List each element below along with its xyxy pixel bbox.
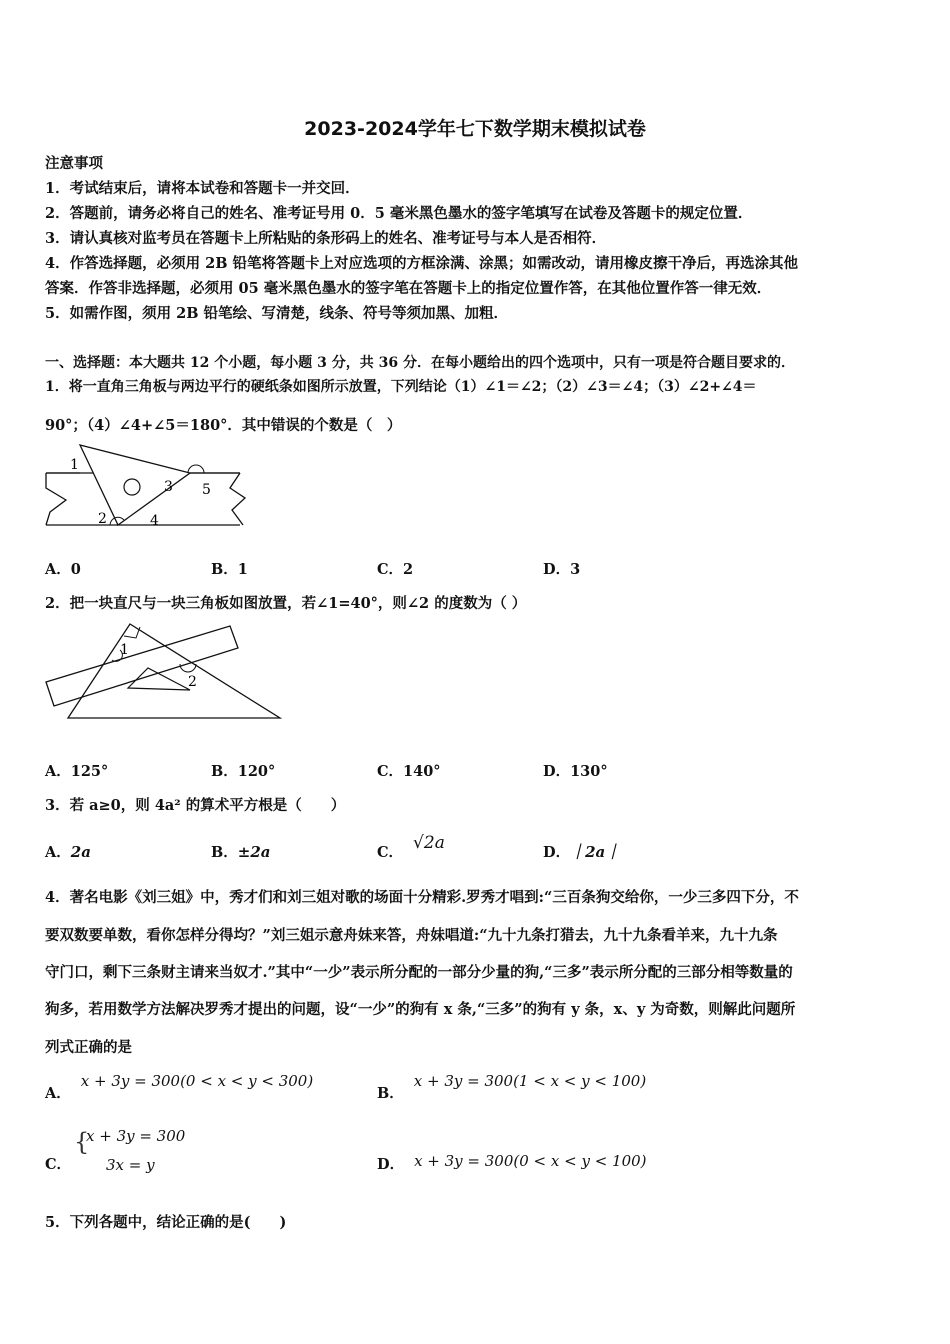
option-label: C． bbox=[377, 844, 404, 861]
option-value: √2a bbox=[413, 833, 445, 853]
q4-option-a bbox=[45, 1070, 314, 1102]
q1-figure bbox=[40, 440, 250, 535]
option-label: A． bbox=[45, 1085, 71, 1102]
page-title: 2023-2024学年七下数学期末模拟试卷 bbox=[304, 118, 646, 140]
notice-item: 2．答题前，请务必将自己的姓名、准考证号用 0．5 毫米黑色墨水的签字笔填写在试卷及答题卡的规定位置． bbox=[45, 205, 753, 222]
option-value: ±2a bbox=[237, 843, 271, 861]
q4-line: 狗多，若用数学方法解决罗秀才提出的问题，设“一少”的狗有 x 条,“三多”的狗有 y 条，x、y 为奇数，则解此问题所 bbox=[45, 1001, 796, 1018]
q2-text: 2．把一块直尺与一块三角板如图放置，若∠1=40°，则∠2 的度数为（ ） bbox=[45, 595, 527, 612]
option-value: 2a bbox=[70, 843, 91, 861]
q1-option-b: B．1 bbox=[211, 561, 248, 578]
fig-label: 4 bbox=[150, 513, 159, 529]
notice-item: 4．作答选择题，必须用 2B 铅笔将答题卡上对应选项的方框涂满、涂黑；如需改动，请用橡皮擦干净后，再选涂其他 bbox=[45, 255, 799, 272]
option-value: x + 3y = 300(0 < x < y < 300) bbox=[80, 1072, 314, 1090]
q4-line: 列式正确的是 bbox=[45, 1039, 132, 1056]
q2-option-d: D．130° bbox=[543, 763, 608, 780]
fig-label: 1 bbox=[120, 642, 129, 658]
notice-heading: 注意事项 bbox=[45, 155, 103, 172]
fig-label: 1 bbox=[70, 457, 79, 473]
option-label: B． bbox=[211, 844, 238, 861]
q2-figure bbox=[40, 618, 290, 728]
fig-label: 2 bbox=[98, 511, 107, 527]
section-heading: 一、选择题：本大题共 12 个小题，每小题 3 分，共 36 分．在每小题给出的四个选项中，只有一项是符合题目要求的． bbox=[45, 355, 795, 371]
option-label: D． bbox=[377, 1156, 405, 1173]
option-label: C． bbox=[45, 1156, 72, 1173]
q4-option-d bbox=[377, 1150, 647, 1171]
q3-option-b bbox=[211, 841, 271, 862]
q1-option-d: D．3 bbox=[543, 561, 581, 578]
q1-option-a: A．0 bbox=[45, 561, 81, 578]
q2-option-a: A．125° bbox=[45, 763, 109, 780]
q3-option-d bbox=[543, 841, 620, 862]
option-label: A． bbox=[45, 844, 71, 861]
q4-option-b bbox=[377, 1070, 647, 1102]
q2-option-c: C．140° bbox=[377, 763, 441, 780]
notice-item: 答案．作答非选择题，必须用 05 毫米黑色墨水的签字笔在答题卡上的指定位置作答，在其他位置作答一律无效． bbox=[45, 280, 772, 297]
q4-option-c bbox=[45, 1153, 71, 1174]
fig-label: 3 bbox=[164, 479, 173, 495]
q3-option-c bbox=[377, 832, 445, 861]
option-label: D． bbox=[543, 844, 571, 861]
option-value: x + 3y = 300(1 < x < y < 100) bbox=[413, 1072, 647, 1090]
brace-icon: { bbox=[74, 1128, 90, 1156]
q3-text: 3．若 a≥0，则 4a² 的算术平方根是（ ） bbox=[45, 797, 346, 814]
notice-item: 3．请认真核对监考员在答题卡上所粘贴的条形码上的姓名、准考证号与本人是否相符． bbox=[45, 230, 607, 247]
q1-option-c: C．2 bbox=[377, 561, 414, 578]
q1-line1: 1．将一直角三角板与两边平行的硬纸条如图所示放置，下列结论（1）∠1＝∠2；（2）∠3＝∠4；（3）∠2+∠4＝ bbox=[45, 379, 757, 395]
fig-label: 2 bbox=[188, 674, 197, 690]
option-value: x + 3y = 300(0 < x < y < 100) bbox=[414, 1152, 647, 1170]
option-value: x + 3y = 300 bbox=[86, 1127, 186, 1145]
option-value: 3x = y bbox=[106, 1156, 155, 1174]
q2-option-b: B．120° bbox=[211, 763, 276, 780]
notice-item: 1．考试结束后，请将本试卷和答题卡一并交回． bbox=[45, 180, 360, 197]
q4-line: 守门口，剩下三条财主请来当奴才.”其中“一少”表示所分配的一部分少量的狗,“三多”表示所分配的三部分相等数量的 bbox=[45, 964, 793, 981]
q4-line: 要双数要单数，看你怎样分得均？”刘三姐示意舟妹来答，舟妹唱道:“九十九条打猎去，九十九条看羊来，九十九条 bbox=[45, 927, 778, 944]
q4-line: 4．著名电影《刘三姐》中，秀才们和刘三姐对歌的场面十分精彩.罗秀才唱到:“三百条狗交给你，一少三多四下分，不 bbox=[45, 889, 799, 906]
fig-label: 5 bbox=[202, 482, 211, 498]
q3-option-a bbox=[45, 841, 91, 862]
option-label: B． bbox=[377, 1085, 404, 1102]
q1-line2: 90°；（4）∠4+∠5＝180°．其中错误的个数是（ ） bbox=[45, 417, 402, 434]
notice-item: 5．如需作图，须用 2B 铅笔绘、写清楚，线条、符号等须加黑、加粗． bbox=[45, 305, 509, 322]
q5-text: 5．下列各题中，结论正确的是( ) bbox=[45, 1214, 287, 1231]
option-value: ｜2a｜ bbox=[570, 843, 621, 861]
